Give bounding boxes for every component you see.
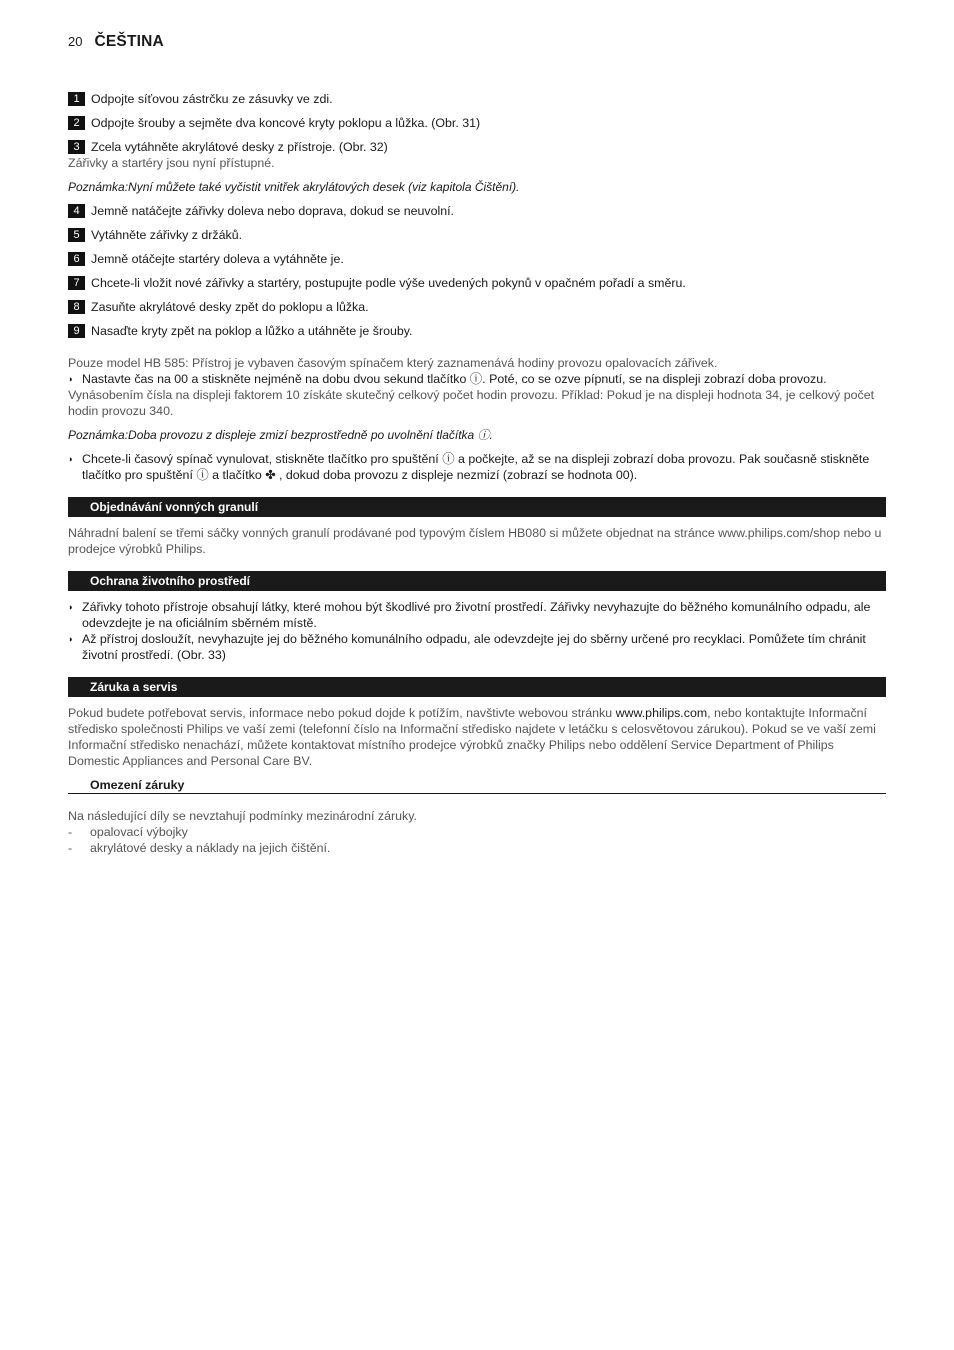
- step-text: Jemně natáčejte zářivky doleva nebo doprava, dokud se neuvolní.: [91, 204, 455, 218]
- page-number: 20: [68, 34, 83, 49]
- language-title: ČEŠTINA: [94, 33, 164, 50]
- bullet-arrow-icon: ◗: [68, 634, 74, 644]
- step-number: 6: [68, 252, 85, 266]
- step-number: 2: [68, 116, 85, 130]
- step-text: Zasuňte akrylátové desky zpět do poklopu a lůžka.: [91, 300, 369, 314]
- step-5: [68, 227, 886, 243]
- section-heading-granules: Objednávání vonných granulí: [68, 497, 886, 517]
- step-number: 3: [68, 140, 85, 154]
- list-item: [68, 840, 886, 856]
- list-item: [68, 824, 886, 840]
- step-number: 5: [68, 228, 85, 242]
- bullet-text: Chcete-li časový spínač vynulovat, stiskněte tlačítko pro spuštění ⓘ a počkejte, až se na displeji zobrazí doba provozu. Pak současně stiskněte tlačítko pro spuštění ⓘ a tlačítko ✤ , dokud doba provozu z displeje nezmizí (zobrazí se hodnota 00).: [82, 452, 870, 482]
- list-item-text: akrylátové desky a náklady na jejich čištění.: [90, 841, 331, 855]
- bullet-arrow-icon: ◗: [68, 602, 74, 612]
- granules-text: Náhradní balení se třemi sáčky vonných granulí prodávané pod typovým číslem HB080 si můžete objednat na stránce www.philips.com/shop nebo u prodejce výrobků Philips.: [68, 526, 882, 556]
- warranty-text: [68, 705, 886, 769]
- step-8: [68, 299, 886, 315]
- step-number: 1: [68, 92, 85, 106]
- warranty-limits-intro: Na následující díly se nevztahují podmínky mezinárodní záruky.: [68, 809, 417, 823]
- step-text: Odpojte síťovou zástrčku ze zásuvky ve zdi.: [91, 92, 333, 106]
- section-heading-environment: Ochrana životního prostředí: [68, 571, 886, 591]
- bullet-text: Zářivky tohoto přístroje obsahují látky, které mohou být škodlivé pro životní prostředí. Zářivky nevyhazujte do běžného komunálního odpadu, ale odevzdejte je na oficiálním sběrném místě.: [82, 600, 871, 630]
- step-number: 9: [68, 324, 85, 338]
- step-text: Chcete-li vložit nové zářivky a startéry, postupujte podle výše uvedených pokynů v opačném pořadí a směru.: [91, 276, 686, 290]
- multiply-note: Vynásobením čísla na displeji faktorem 10 získáte skutečný celkový počet hodin provozu. Příklad: Pokud je na displeji hodnota 34, je celkový počet hodin provozu 340.: [68, 388, 875, 418]
- bullet-arrow-icon: ◗: [68, 454, 74, 464]
- step-4: [68, 203, 886, 219]
- step-text: Odpojte šrouby a sejměte dva koncové kryty poklopu a lůžka. (Obr. 31): [91, 116, 481, 130]
- dash-marker: -: [68, 841, 73, 855]
- note-cleaning: Poznámka:Nyní můžete také vyčistit vnitřek akrylátových desek (viz kapitola Čištění).: [68, 180, 520, 194]
- note-display: Poznámka:Doba provozu z displeje zmizí bezprostředně po uvolnění tlačítka ⓘ.: [68, 428, 493, 442]
- philips-link[interactable]: www.philips.com: [615, 706, 708, 720]
- step-text: Vytáhněte zářivky z držáků.: [91, 228, 243, 242]
- model-note: Pouze model HB 585: Přístroj je vybaven časovým spínačem který zaznamenává hodiny provozu opalovacích zářivek.: [68, 356, 718, 370]
- warranty-text-before: Pokud budete potřebovat servis, informace nebo pokud dojde k potížím, navštivte webovou stránku: [68, 706, 616, 720]
- bullet-text: Nastavte čas na 00 a stiskněte nejméně na dobu dvou sekund tlačítko ⓘ. Poté, co se ozve pípnutí, se na displeji zobrazí doba provozu.: [82, 372, 827, 386]
- bullet-set-time: [68, 371, 886, 387]
- step-9: [68, 323, 886, 339]
- section-heading-warranty: Záruka a servis: [68, 677, 886, 697]
- bullet-text: Až přístroj dosloužít, nevyhazujte jej do běžného komunálního odpadu, ale odevzdejte jej do sběrny určené pro recyklaci. Pomůžete tím chránit životní prostředí. (Obr. 33): [82, 632, 866, 662]
- step-3-subtext: Zářivky a startéry jsou nyní přístupné.: [68, 156, 275, 170]
- list-item-text: opalovací výbojky: [90, 825, 188, 839]
- step-text: Jemně otáčejte startéry doleva a vytáhněte je.: [91, 252, 344, 266]
- bullet-reset-timer: [68, 451, 886, 483]
- step-number: 4: [68, 204, 85, 218]
- step-2: [68, 115, 886, 131]
- step-3: [68, 139, 886, 155]
- bullet-arrow-icon: ◗: [68, 374, 74, 384]
- warranty-text-after: , nebo kontaktujte Informační středisko společnosti Philips ve vaší zemi (telefonní číslo na Informační středisko najdete v letáčku s celosvětovou zárukou). Pokud se ve vaší zemi Informační středisko nenachází, můžete kontaktovat místního prodejce výrobků značky Philips nebo oddělení Service Department of Philips Domestic Appliances and Personal Care BV.: [68, 706, 876, 768]
- bullet-environment-1: [68, 599, 886, 631]
- bullet-environment-2: [68, 631, 886, 663]
- step-7: [68, 275, 886, 291]
- step-number: 8: [68, 300, 85, 314]
- page-content: [68, 91, 886, 856]
- step-number: 7: [68, 276, 85, 290]
- page-header: [68, 33, 164, 51]
- subheading-warranty-limits: Omezení záruky: [68, 777, 886, 794]
- step-text: Zcela vytáhněte akrylátové desky z přístroje. (Obr. 32): [91, 140, 388, 154]
- dash-marker: -: [68, 825, 73, 839]
- step-text: Nasaďte kryty zpět na poklop a lůžko a utáhněte je šrouby.: [91, 324, 413, 338]
- step-6: [68, 251, 886, 267]
- step-1: [68, 91, 886, 107]
